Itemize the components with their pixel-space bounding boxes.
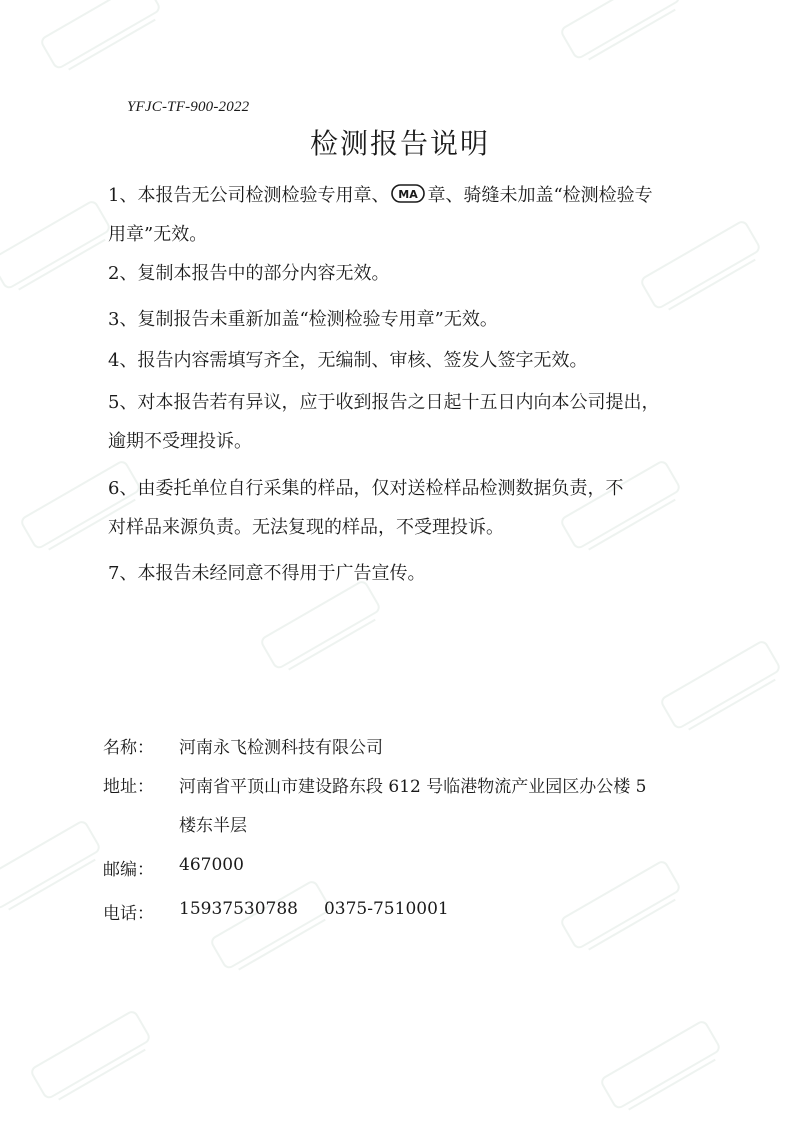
note-6-line-1: 6、由委托单位自行采集的样品，仅对送检样品检测数据负责，不 (108, 478, 624, 499)
note-item-4 (108, 341, 587, 380)
note-1-line-2: 用章”无效。 (108, 224, 208, 245)
company-name-value: 河南永飞检测科技有限公司 (179, 738, 383, 758)
note-3-line-1: 3、复制报告未重新加盖“检测检验专用章”无效。 (108, 309, 498, 330)
note-item-7 (108, 554, 425, 593)
phone-landline: 0375-7510001 (323, 899, 449, 919)
note-item-3 (108, 300, 498, 339)
address-line-1: 河南省平顶山市建设路东段 612 号临港物流产业园区办公楼 5 (179, 777, 647, 797)
note-item-1 (108, 176, 653, 254)
note-2-line-1: 2、复制本报告中的部分内容无效。 (108, 263, 390, 284)
ma-seal-icon (391, 184, 425, 203)
address-line-2: 楼东半层 (179, 816, 247, 836)
phone-mobile: 15937530788 (179, 899, 298, 919)
note-7-line-1: 7、本报告未经同意不得用于广告宣传。 (108, 563, 426, 584)
company-name-label: 名称： (103, 738, 154, 758)
page-title: 检测报告说明 (309, 127, 490, 160)
note-1-text-after: 章、骑缝未加盖“检测检验专 (427, 185, 653, 206)
note-5-line-2: 逾期不受理投诉。 (108, 431, 252, 452)
note-item-5 (108, 383, 659, 461)
document-code: YFJC-TF-900-2022 (127, 99, 250, 115)
phone-values (179, 899, 449, 919)
note-4-line-1: 4、报告内容需填写齐全，无编制、审核、签发人签字无效。 (108, 350, 588, 371)
phone-label: 电话： (103, 904, 154, 924)
note-item-2 (108, 254, 389, 293)
note-5-line-1: 5、对本报告若有异议，应于收到报告之日起十五日内向本公司提出， (108, 392, 660, 413)
note-item-6 (108, 469, 623, 547)
note-1-text-before: 1、本报告无公司检测检验专用章、 (108, 185, 390, 206)
postcode-value: 467000 (179, 855, 244, 875)
svg-text:MA: MA (398, 188, 419, 201)
address-label: 地址： (103, 777, 154, 797)
postcode-label: 邮编： (103, 860, 154, 880)
note-6-line-2: 对样品来源负责。无法复现的样品，不受理投诉。 (108, 517, 504, 538)
